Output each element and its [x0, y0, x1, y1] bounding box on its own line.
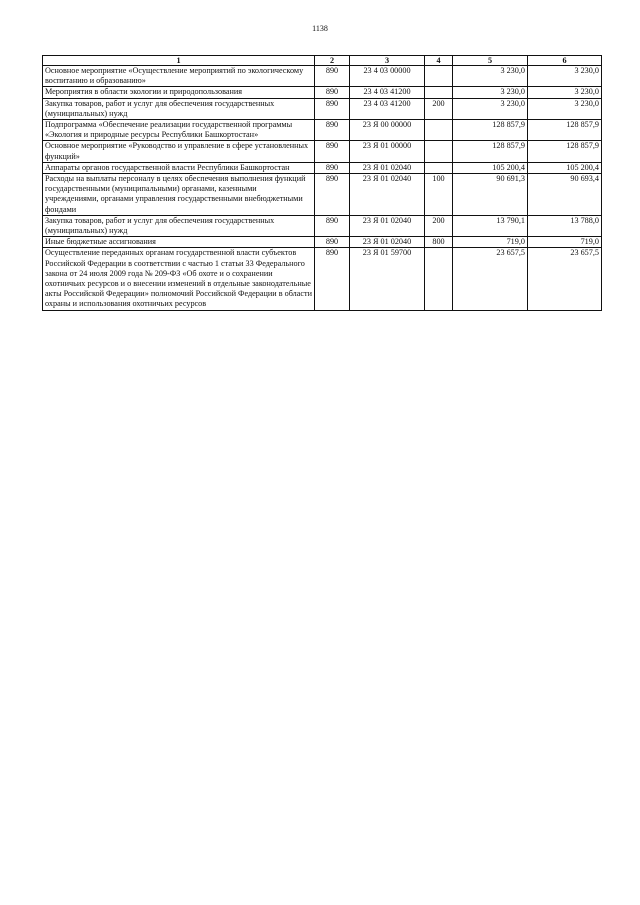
page-number: 1138: [312, 24, 328, 33]
header-cell: 2: [315, 56, 350, 66]
row-sum2: 128 857,9: [528, 141, 602, 162]
row-target: 23 4 03 41200: [350, 87, 425, 98]
row-target: 23 Я 01 00000: [350, 141, 425, 162]
table-row: [43, 248, 602, 310]
budget-table: [42, 55, 602, 311]
table-row: [43, 120, 602, 141]
row-name: Подпрограмма «Обеспечение реализации государственной программы «Экология и природные ресурсы Республики Башкортостан»: [43, 120, 315, 141]
row-name: Иные бюджетные ассигнования: [43, 237, 315, 248]
table-row: [43, 98, 602, 119]
row-sum1: 128 857,9: [453, 120, 528, 141]
row-code: 890: [315, 174, 350, 216]
row-type: [425, 141, 453, 162]
table-row: [43, 162, 602, 173]
row-type: [425, 66, 453, 87]
row-name: Закупка товаров, работ и услуг для обеспечения государственных (муниципальных) нужд: [43, 215, 315, 236]
header-cell: 3: [350, 56, 425, 66]
row-target: 23 Я 01 02040: [350, 237, 425, 248]
header-cell: 4: [425, 56, 453, 66]
header-cell: 6: [528, 56, 602, 66]
row-sum1: 3 230,0: [453, 98, 528, 119]
row-target: 23 4 03 00000: [350, 66, 425, 87]
row-sum2: 3 230,0: [528, 66, 602, 87]
row-target: 23 Я 01 59700: [350, 248, 425, 310]
row-type: 200: [425, 98, 453, 119]
row-type: 200: [425, 215, 453, 236]
table-row: [43, 237, 602, 248]
row-code: 890: [315, 215, 350, 236]
row-code: 890: [315, 87, 350, 98]
row-sum2: 23 657,5: [528, 248, 602, 310]
row-sum2: 90 693,4: [528, 174, 602, 216]
row-target: 23 Я 01 02040: [350, 215, 425, 236]
row-code: 890: [315, 162, 350, 173]
row-target: 23 4 03 41200: [350, 98, 425, 119]
row-type: 100: [425, 174, 453, 216]
row-target: 23 Я 00 00000: [350, 120, 425, 141]
header-cell: 1: [43, 56, 315, 66]
row-code: 890: [315, 248, 350, 310]
row-code: 890: [315, 98, 350, 119]
row-sum2: 128 857,9: [528, 120, 602, 141]
header-cell: 5: [453, 56, 528, 66]
row-sum1: 13 790,1: [453, 215, 528, 236]
row-target: 23 Я 01 02040: [350, 162, 425, 173]
row-type: [425, 120, 453, 141]
row-sum2: 13 788,0: [528, 215, 602, 236]
row-name: Основное мероприятие «Осуществление мероприятий по экологическому воспитанию и образованию»: [43, 66, 315, 87]
table-row: [43, 87, 602, 98]
row-name: Закупка товаров, работ и услуг для обеспечения государственных (муниципальных) нужд: [43, 98, 315, 119]
row-sum1: 3 230,0: [453, 66, 528, 87]
table-row: [43, 174, 602, 216]
row-sum1: 23 657,5: [453, 248, 528, 310]
row-sum2: 105 200,4: [528, 162, 602, 173]
row-sum1: 90 691,3: [453, 174, 528, 216]
header-row: [43, 56, 602, 66]
row-type: [425, 162, 453, 173]
row-name: Основное мероприятие «Руководство и управление в сфере установленных функций»: [43, 141, 315, 162]
row-name: Аппараты органов государственной власти Республики Башкортостан: [43, 162, 315, 173]
row-code: 890: [315, 237, 350, 248]
row-type: [425, 248, 453, 310]
row-type: [425, 87, 453, 98]
row-sum2: 3 230,0: [528, 98, 602, 119]
row-sum1: 3 230,0: [453, 87, 528, 98]
table-row: [43, 141, 602, 162]
row-name: Осуществление переданных органам государственной власти субъектов Российской Федерации в соответствии с частью 1 статьи 33 Федерального закона от 24 июля 2009 года № 209-ФЗ «Об охоте и о сохранении охотничьих ресурсов и о внесении изменений в отдельные законодательные акты Российской Федерации» полномочий Российской Федерации в области охраны и использования охотничьих ресурсов: [43, 248, 315, 310]
row-sum2: 3 230,0: [528, 87, 602, 98]
row-type: 800: [425, 237, 453, 248]
row-code: 890: [315, 120, 350, 141]
row-name: Расходы на выплаты персоналу в целях обеспечения выполнения функций государственными (муниципальными) органами, казенными учреждениями, органами управления государственными внебюджетными фондами: [43, 174, 315, 216]
row-code: 890: [315, 141, 350, 162]
row-sum2: 719,0: [528, 237, 602, 248]
row-target: 23 Я 01 02040: [350, 174, 425, 216]
row-sum1: 719,0: [453, 237, 528, 248]
row-name: Мероприятия в области экологии и природопользования: [43, 87, 315, 98]
table-row: [43, 215, 602, 236]
row-sum1: 105 200,4: [453, 162, 528, 173]
row-code: 890: [315, 66, 350, 87]
row-sum1: 128 857,9: [453, 141, 528, 162]
table-row: [43, 66, 602, 87]
